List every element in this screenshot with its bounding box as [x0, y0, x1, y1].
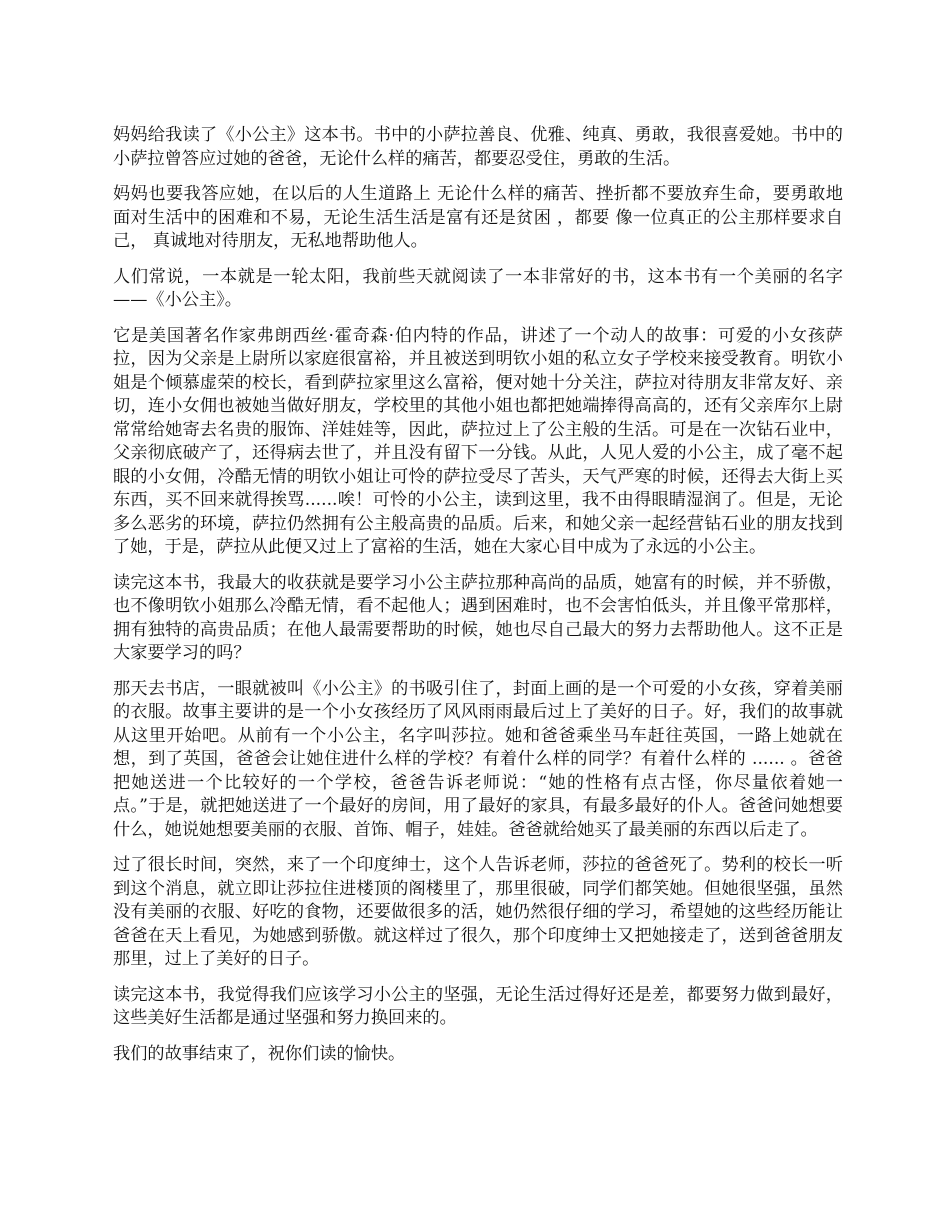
- paragraph-7: 过了很长时间，突然，来了一个印度绅士，这个人告诉老师，莎拉的爸爸死了。势利的校长一听到这个消息，就立即让莎拉住进楼顶的阁楼里了，那里很破，同学们都笑她。但她很坚强，虽然没有美丽的衣服、好吃的食物，还要做很多的活，她仍然很仔细的学习，希望她的这些经历能让爸爸在天上看见，为她感到骄傲。就这样过了很久，那个印度绅士又把她接走了，送到爸爸朋友那里，过上了美好的日子。: [113, 855, 843, 969]
- paragraph-8: 读完这本书，我觉得我们应该学习小公主的坚强，无论生活过得好还是差，都要努力做到最好，这些美好生活都是通过坚强和努力换回来的。: [113, 984, 843, 1028]
- paragraph-6: 那天去书店，一眼就被叫《小公主》的书吸引住了，封面上画的是一个可爱的小女孩，穿着美丽的衣服。故事主要讲的是一个小女孩经历了风风雨雨最后过上了美好的日子。好，我们的故事就从这里开始吧。从前有一个小公主，名字叫莎拉。她和爸爸乘坐马车赶往英国，一路上她就在想，到了英国，爸爸会让她住进什么样的学校？有着什么样的同学？有着什么样的 ...... 。爸爸把她送进一个比较好的一个学校，爸爸告诉老师说：“她的性格有点古怪，你尽量依着她一点。”于是，就把她送进了一个最好的房间，用了最好的家具，有最多最好的仆人。爸爸问她想要什么，她说她想要美丽的衣服、首饰、帽子，娃娃。爸爸就给她买了最美丽的东西以后走了。: [113, 678, 843, 840]
- paragraph-2: 妈妈也要我答应她，在以后的人生道路上 无论什么样的痛苦、挫折都不要放弃生命，要勇敢地 面对生活中的困难和不易，无论生活生活是富有还是贫困 ，都要 像一位真正的公主那样要求自己， 真诚地对待朋友，无私地帮助他人。: [113, 184, 843, 251]
- paragraph-1: 妈妈给我读了《小公主》这本书。书中的小萨拉善良、优雅、纯真、勇敢，我很喜爱她。书中的小萨拉曾答应过她的爸爸，无论什么样的痛苦，都要忍受住，勇敢的生活。: [113, 125, 843, 169]
- paragraph-5: 读完这本书，我最大的收获就是要学习小公主萨拉那种高尚的品质，她富有的时候，并不骄傲，也不像明钦小姐那么冷酷无情，看不起他人；遇到困难时，也不会害怕低头，并且像平常那样，拥有独特的高贵品质；在他人最需要帮助的时候，她也尽自己最大的努力去帮助他人。这不正是大家要学习的吗？: [113, 572, 843, 663]
- paragraph-9: 我们的故事结束了，祝你们读的愉快。: [113, 1043, 406, 1064]
- document-body: [113, 124, 843, 1078]
- paragraph-4: 它是美国著名作家弗朗西丝·霍奇森·伯内特的作品，讲述了一个动人的故事：可爱的小女孩萨拉，因为父亲是上尉所以家庭很富裕，并且被送到明钦小姐的私立女子学校来接受教育。明钦小姐是个倾慕虚荣的校长，看到萨拉家里这么富裕，便对她十分关注，萨拉对待朋友非常友好、亲切，连小女佣也被她当做好朋友，学校里的其他小姐也都把她端捧得高高的，还有父亲库尔上尉常常给她寄去名贵的服饰、洋娃娃等，因此，萨拉过上了公主般的生活。可是在一次钻石业中，父亲彻底破产了，还得病去世了，并且没有留下一分钱。从此，人见人爱的小公主，成了毫不起眼的小女佣，冷酷无情的明钦小姐让可怜的萨拉受尽了苦头，天气严寒的时候，还得去大街上买东西，买不回来就得挨骂......唉！可怜的小公主，读到这里，我不由得眼睛湿润了。但是，无论多么恶劣的环境，萨拉仍然拥有公主般高贵的品质。后来，和她父亲一起经营钻石业的朋友找到了她，于是，萨拉从此便又过上了富裕的生活，她在大家心目中成为了永远的小公主。: [113, 325, 843, 557]
- paragraph-3: 人们常说，一本就是一轮太阳，我前些天就阅读了一本非常好的书，这本书有一个美丽的名字——《小公主》。: [113, 266, 843, 310]
